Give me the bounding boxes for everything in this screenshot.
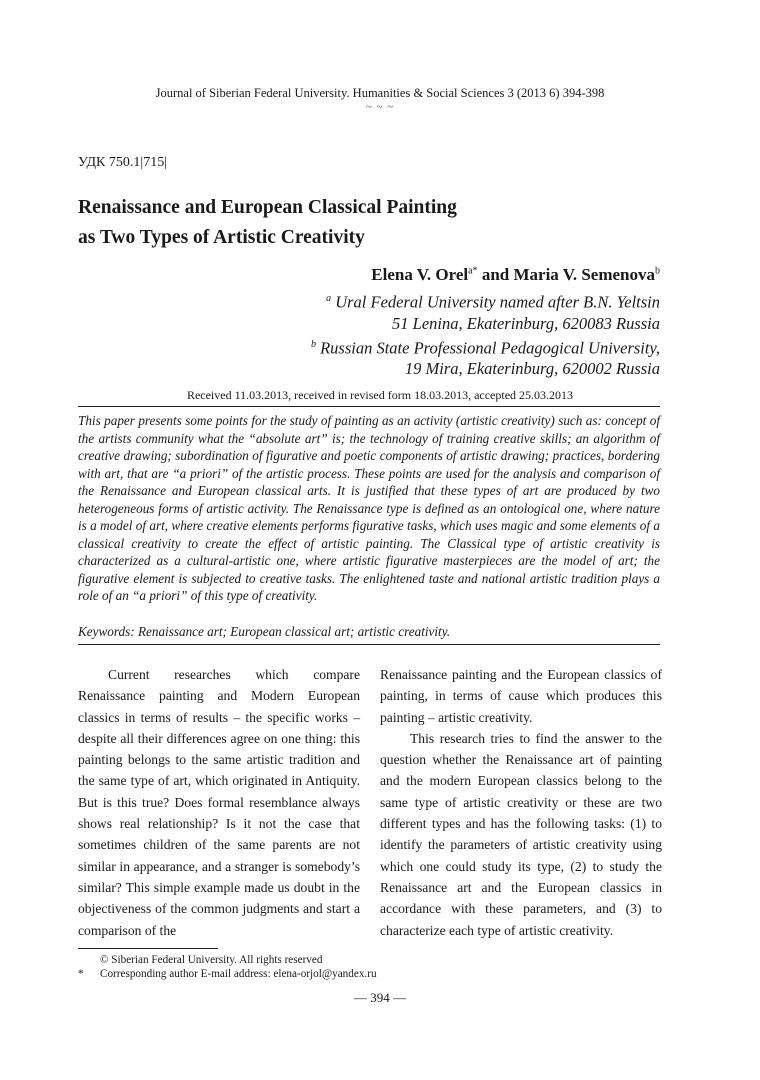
affiliation-b: $^b$ Russian State Professional Pedagogical University, — [310, 338, 660, 357]
keywords: Keywords: Renaissance art; European classical art; artistic creativity. — [78, 624, 451, 639]
affiliation-a: $^a$ Ural Federal University named after B.N. Yeltsin — [326, 292, 660, 312]
footnote-rule — [78, 948, 218, 949]
abstract: This paper presents some points for the study of painting as an activity (artistic creativity) such as: concept of the artists community what the “absolute art” is; the technology of training creative skills; an algorithm of creative drawing; subordination of figurative and poetic components of artistic drawing; practices, bordering with art, that are “a priori” of the artistic process. These points are used for the analysis and comparison of the Renaissance and European classical arts. It is justified that these types of art are produced by two heterogeneous forms of artistic activity. The Renaissance type is defined as an ontological one, where nature is a model of art, where creative elements performs figurative tasks, which uses magic and some elements of a classical creativity to create the effect of artistic painting. The Classical type of artistic creativity is characterized as a cultural-artistic one, where artistic figurative masterpieces are the model of art; the figurative element is subjected to creative tasks. The enlightened taste and national artistic tradition plays a role of an “a priori” of this type of creativity. — [78, 413, 660, 603]
title-line-2: as Two Types of Artistic Creativity — [78, 227, 365, 248]
header-separator: ~ ~ ~ — [365, 101, 395, 113]
body-column-left — [78, 664, 360, 941]
footnote-copyright: © Siberian Federal University. All rights reserved — [100, 954, 323, 966]
journal-header: Journal of Siberian Federal University. Humanities & Social Sciences 3 (2013 6) 394-398 — [155, 86, 605, 100]
author-2-sup: b — [655, 265, 660, 277]
author-1: Elena V. Orel — [371, 265, 469, 284]
author-1-sup: a* — [468, 265, 478, 277]
body-column-right — [380, 664, 662, 941]
udk-code: УДК 750.1|715| — [78, 155, 167, 170]
page-number: — 394 — — [354, 990, 406, 1005]
affiliation-b-address: 19 Mira, Ekaterinburg, 620002 Russia — [404, 359, 660, 378]
body-paragraph: Current researches which compare Renaissance painting and Modern European classics in terms of results – the specific works – despite all their differences agree on one thing: this painting belongs to the same artistic tradition and the same type of art, which originated in Antiquity. But is this true? Does formal resemblance always shows real relationship? Is it not the case that sometimes children of the same parents are not similar in appearance, and a stranger is somebody’s similar? This simple example made us doubt in the objectiveness of the common judgments and start a comparison of the — [78, 667, 360, 938]
body-paragraph: Renaissance painting and the European classics of painting, in terms of cause which produces this painting – artistic creativity. — [380, 667, 662, 725]
paper-title — [78, 193, 638, 253]
author-conj: and — [477, 265, 514, 284]
footnote-corresponding: * Corresponding author E-mail address: elena-orjol@yandex.ru — [78, 968, 377, 980]
affiliations — [311, 288, 660, 379]
affiliation-a-address: 51 Lenina, Ekaterinburg, 620083 Russia — [392, 313, 660, 333]
authors — [371, 265, 660, 285]
author-2: Maria V. Semenova — [513, 265, 655, 284]
body-paragraph: This research tries to find the answer to the question whether the Renaissance art of painting and the modern European classics belong to the same type of artistic creativity or these are two different types and has the following tasks: (1) to identify the parameters of artistic creativity using which one could study its type, (2) to study the Renaissance art and the European classics in accordance with these parameters, and (3) to characterize each type of artistic creativity. — [380, 730, 662, 938]
abstract-top-rule — [78, 406, 660, 407]
title-line-1: Renaissance and European Classical Painting — [78, 197, 457, 218]
received-dates: Received 11.03.2013, received in revised form 18.03.2013, accepted 25.03.2013 — [186, 388, 574, 402]
abstract-bottom-rule — [78, 644, 660, 645]
